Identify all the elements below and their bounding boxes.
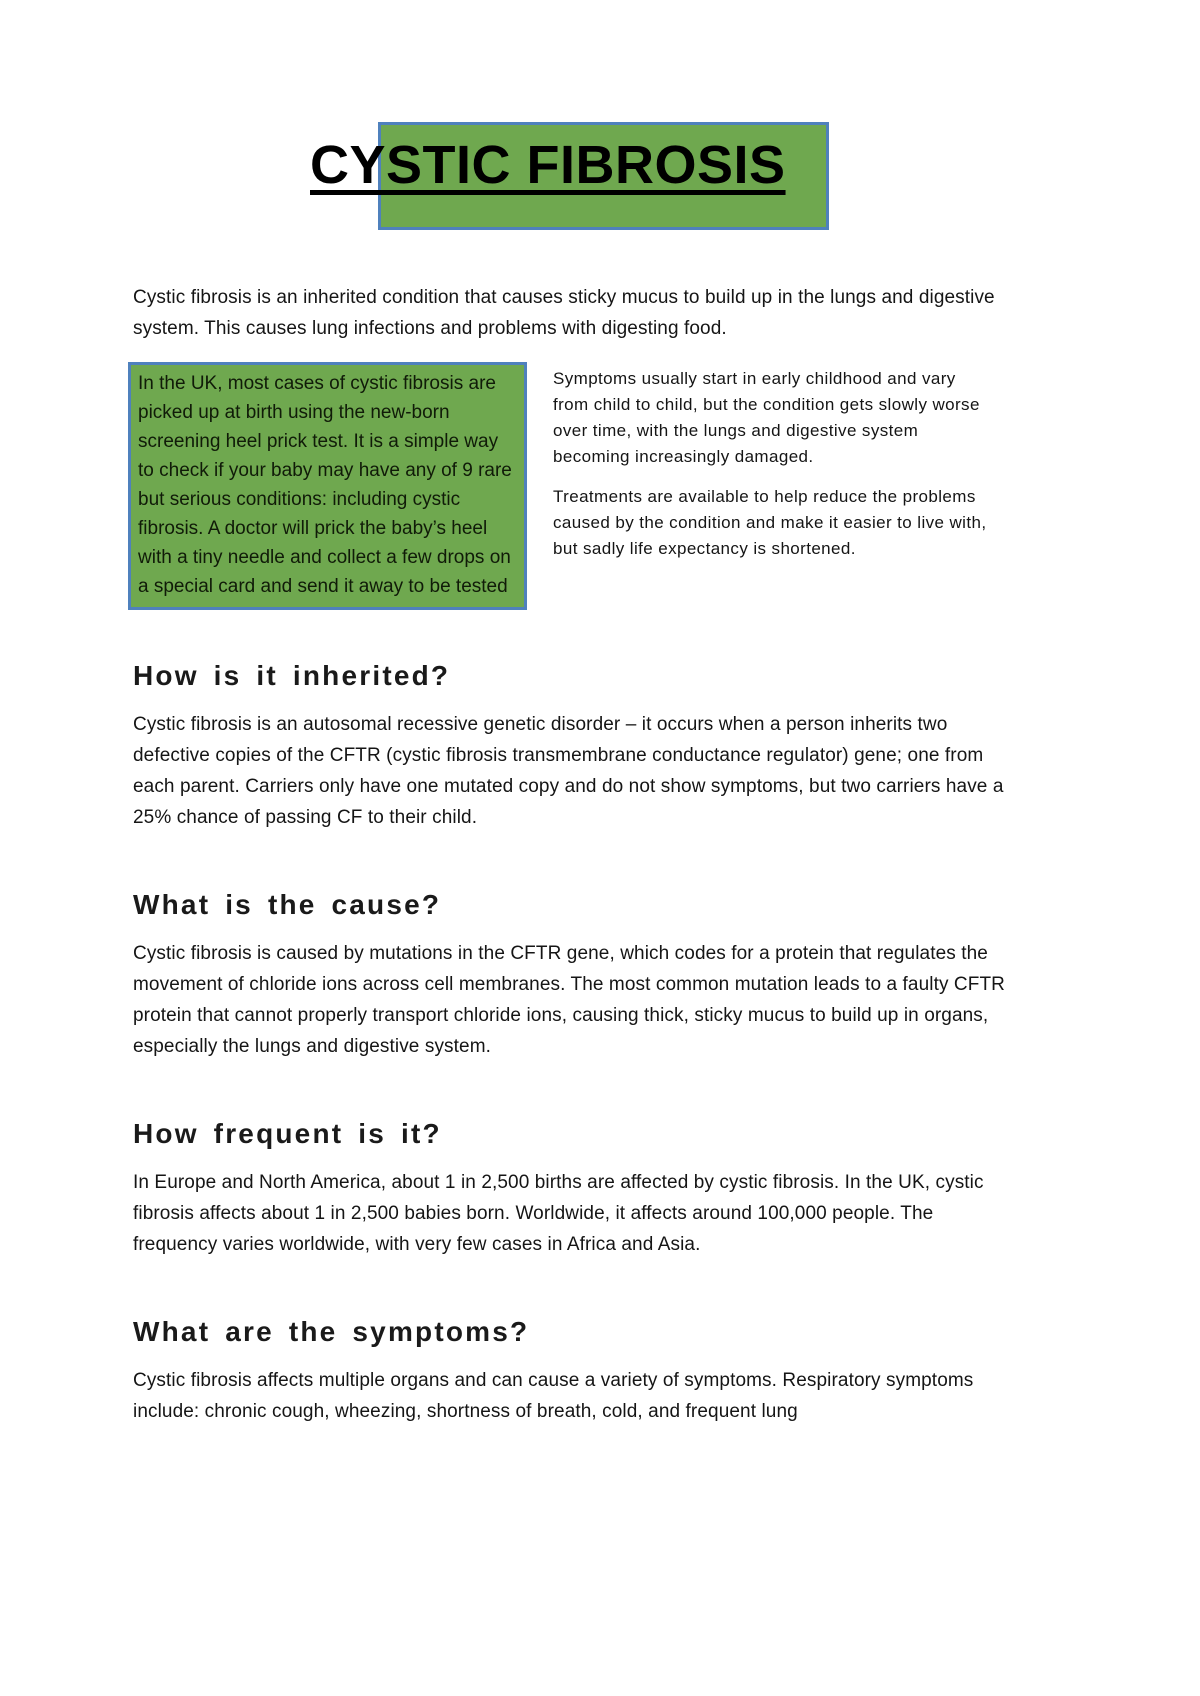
aside-column bbox=[553, 362, 990, 576]
callout-box bbox=[128, 362, 527, 610]
two-column-block bbox=[128, 362, 1200, 610]
aside-paragraph-symptoms: Symptoms usually start in early childhood and vary from child to child, but the condition gets slowly worse over time, with the lungs and digestive system becoming increasingly damaged. bbox=[553, 369, 980, 466]
section-body-frequency: In Europe and North America, about 1 in 2,500 births are affected by cystic fibrosis. In the UK, cystic fibrosis affects about 1 in 2,500 babies born. Worldwide, it affects around 100,000 people. The frequency varies worldwide, with very few cases in Africa and Asia. bbox=[133, 1172, 984, 1255]
section-body-symptoms: Cystic fibrosis affects multiple organs and can cause a variety of symptoms. Respiratory symptoms include: chronic cough, wheezing, shortness of breath, cold, and frequent lung bbox=[133, 1370, 974, 1422]
title-area bbox=[0, 0, 1200, 260]
section-heading-symptoms: What are the symptoms? bbox=[133, 1316, 530, 1347]
section-heading-frequency: How frequent is it? bbox=[133, 1118, 442, 1149]
section-body-cause: Cystic fibrosis is caused by mutations in the CFTR gene, which codes for a protein that regulates the movement of chloride ions across cell membranes. The most common mutation leads to a faulty CFTR protein that cannot properly transport chloride ions, causing thick, sticky mucus to build up in organs, especially the lungs and digestive system. bbox=[133, 943, 1005, 1057]
callout-text: In the UK, most cases of cystic fibrosis are picked up at birth using the new-born screening heel prick test. It is a simple way to check if your baby may have any of 9 rare but serious conditions: including cystic fibrosis. A doctor will prick the baby’s heel with a tiny needle and collect a few drops on a special card and send it away to be tested bbox=[138, 373, 512, 597]
section-heading-cause: What is the cause? bbox=[133, 889, 442, 920]
aside-paragraph-treatments: Treatments are available to help reduce the problems caused by the condition and make it easier to live with, but sadly life expectancy is shortened. bbox=[553, 487, 987, 558]
intro-paragraph: Cystic fibrosis is an inherited condition that causes sticky mucus to build up in the lungs and digestive system. This causes lung infections and problems with digesting food. bbox=[133, 287, 995, 339]
page-title: CYSTIC FIBROSIS bbox=[310, 135, 786, 195]
sections-area bbox=[133, 660, 1013, 1427]
section-body-inherited: Cystic fibrosis is an autosomal recessive genetic disorder – it occurs when a person inherits two defective copies of the CFTR (cystic fibrosis transmembrane conductance regulator) gene; one from each parent. Carriers only have one mutated copy and do not show symptoms, but two carriers have a 25% chance of passing CF to their child. bbox=[133, 714, 1004, 828]
section-heading-inherited: How is it inherited? bbox=[133, 660, 451, 691]
